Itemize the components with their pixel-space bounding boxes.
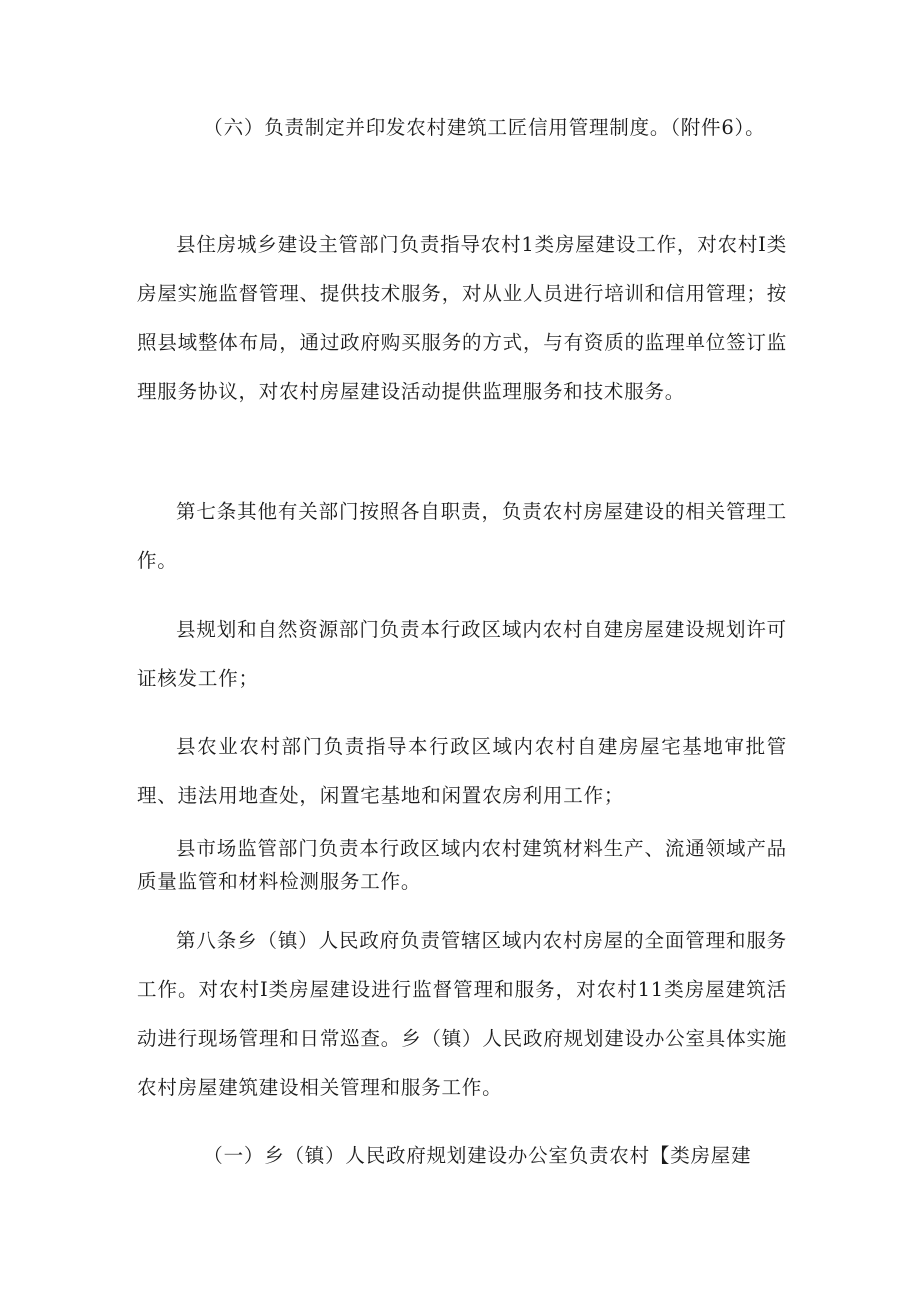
paragraph-4: 县规划和自然资源部门负责本行政区域内农村自建房屋建设规划许可证核发工作； bbox=[137, 618, 787, 690]
paragraph-2: 县住房城乡建设主管部门负责指导农村1类房屋建设工作，对农村I类房屋实施监督管理、提供技术服务，对从业人员进行培训和信用管理；按照县域整体布局，通过政府购买服务的方式，与有资质的监理单位签订监理服务协议，对农村房屋建设活动提供监理服务和技术服务。 bbox=[137, 233, 787, 403]
paragraph-1: （六）负责制定并印发农村建筑工匠信用管理制度。（附件6）。 bbox=[203, 116, 766, 139]
paragraph-5: 县农业农村部门负责指导本行政区域内农村自建房屋宅基地审批管理、违法用地查处，闲置宅基地和闲置农房利用工作； bbox=[137, 735, 787, 807]
paragraph-8: （一）乡（镇）人民政府规划建设办公室负责农村【类房屋建 bbox=[203, 1144, 752, 1167]
paragraph-7: 第八条乡（镇）人民政府负责管辖区域内农村房屋的全面管理和服务工作。对农村I类房屋建设进行监督管理和服务，对农村11类房屋建筑活动进行现场管理和日常巡查。乡（镇）人民政府规划建设办公室具体实施农村房屋建筑建设相关管理和服务工作。 bbox=[137, 929, 787, 1099]
paragraph-6: 县市场监管部门负责本行政区域内农村建筑材料生产、流通领域产品质量监管和材料检测服务工作。 bbox=[137, 837, 787, 893]
paragraph-3: 第七条其他有关部门按照各自职责，负责农村房屋建设的相关管理工作。 bbox=[137, 500, 787, 572]
